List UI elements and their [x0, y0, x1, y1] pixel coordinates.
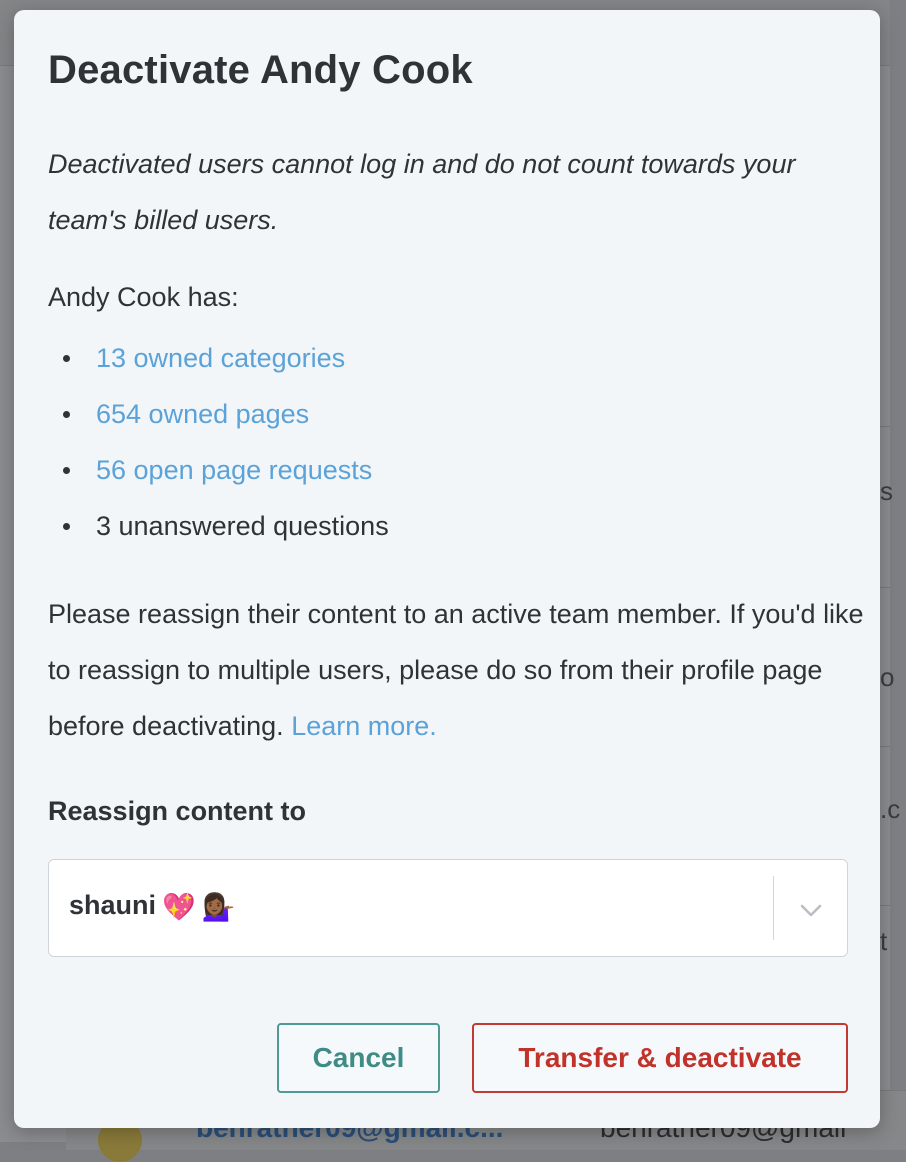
- bullet: [63, 467, 70, 474]
- cancel-button[interactable]: Cancel: [277, 1023, 440, 1093]
- reassign-explanation-text: Please reassign their content to an active team member. If you'd like to reassign to multiple users, please do so from their profile page before deactivating.: [48, 599, 864, 741]
- background-text-fragment: t: [880, 926, 888, 956]
- reassign-user-select[interactable]: [48, 859, 848, 957]
- bullet: [63, 411, 70, 418]
- reassign-explanation: [48, 586, 868, 754]
- owned-pages-link[interactable]: 654 owned pages: [96, 399, 310, 429]
- unanswered-questions-text: 3 unanswered questions: [96, 511, 389, 541]
- deactivate-user-modal: [14, 10, 880, 1128]
- background-text-fragment: o: [880, 662, 895, 692]
- select-separator: [773, 876, 774, 940]
- modal-title: Deactivate Andy Cook: [48, 48, 473, 92]
- selected-user: [69, 890, 235, 923]
- learn-more-link[interactable]: Learn more.: [291, 711, 437, 741]
- list-item: [48, 442, 389, 498]
- selected-user-name: shauni: [69, 890, 157, 920]
- bullet: [63, 523, 70, 530]
- list-item: [48, 498, 389, 554]
- owned-content-list: [48, 330, 389, 554]
- list-item: [48, 386, 389, 442]
- list-item: [48, 330, 389, 386]
- open-page-requests-link[interactable]: 56 open page requests: [96, 455, 373, 485]
- transfer-deactivate-button[interactable]: Transfer & deactivate: [472, 1023, 848, 1093]
- tipping-hand-emoji: 💁🏾‍♀️: [201, 891, 236, 922]
- bullet: [63, 355, 70, 362]
- reassign-label: Reassign content to: [48, 796, 307, 826]
- background-text-fragment: .c: [880, 794, 901, 824]
- sparkling-heart-emoji: 💖: [162, 891, 196, 922]
- content-summary-label: Andy Cook has:: [48, 282, 239, 312]
- owned-categories-link[interactable]: 13 owned categories: [96, 343, 346, 373]
- background-text-fragment: s: [880, 476, 893, 506]
- modal-intro: Deactivated users cannot log in and do not count towards your team's billed users.: [48, 149, 796, 235]
- chevron-down-icon[interactable]: [797, 896, 825, 924]
